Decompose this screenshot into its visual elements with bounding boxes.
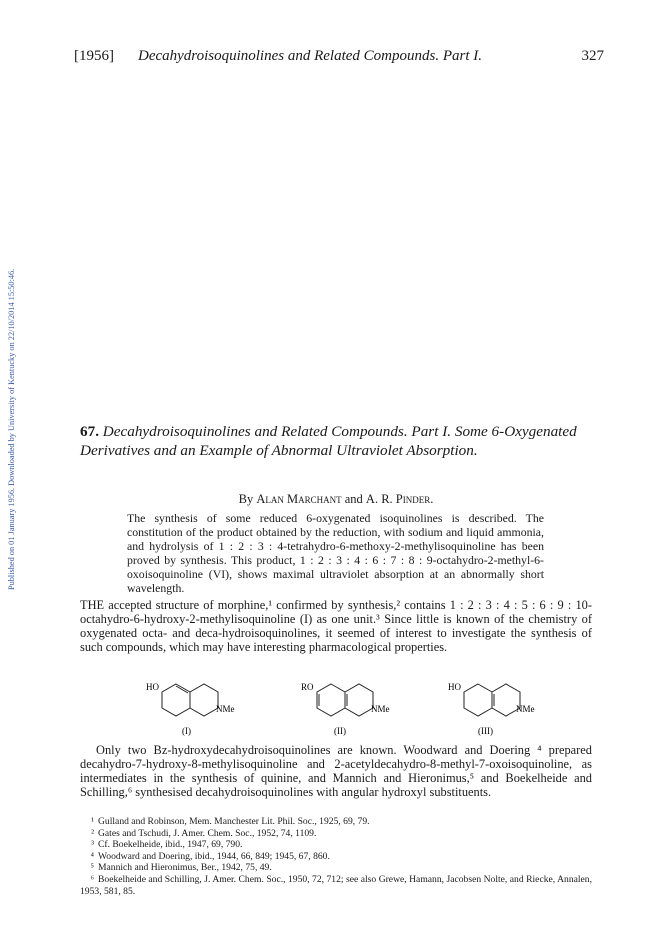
structure-ii-label: (II) (334, 726, 346, 736)
structure-ii-amine: NMe (371, 704, 390, 714)
footnote-text: Mannich and Hieronimus, Ber., 1942, 75, 49. (98, 862, 272, 874)
article-number: 67. (80, 423, 99, 440)
structure-iii-label: (III) (478, 726, 493, 736)
author-1: Alan Marchant (256, 492, 342, 506)
structure-i-substituent: HO (146, 682, 159, 692)
structure-ii-substituent: RO (301, 682, 314, 692)
footnote-6 (80, 874, 592, 897)
footnote-3 (80, 839, 592, 851)
body-paragraph-1: THE accepted structure of morphine,¹ confirmed by synthesis,² contains 1 : 2 : 3 : 4 : 5 : 6 : 9 : 10-octahydro-6-hydroxy-2-methylisoquinoline (I) as one unit.³ Since little is known of the chemistry of oxygenated octa- and deca-hydroisoquinolines, it seemed of interest to investigate the synthesis of such compounds, which may have interesting pharmacological properties. (80, 598, 592, 654)
footnote-text: Gates and Tschudi, J. Amer. Chem. Soc., 1952, 74, 1109. (98, 827, 317, 839)
footnote-mark: ⁵ (90, 862, 94, 874)
download-notice: Published on 01 January 1956. Downloaded by University of Kentucky on 22/10/2014 15:50:46. (7, 268, 16, 590)
footnote-text: Boekelheide and Schilling, J. Amer. Chem. Soc., 1950, 72, 712; see also Grewe, Hamann, Jacobsen Nolte, and Riecke, Annalen, 1953, 581, 85. (80, 873, 592, 897)
running-head-title: Decahydroisoquinolines and Related Compounds. Part I. (138, 48, 482, 64)
footnote-mark: ² (91, 827, 94, 839)
footnote-mark: ⁴ (90, 850, 94, 862)
structure-i (162, 684, 218, 716)
chemical-structures (146, 676, 570, 740)
side-note (4, 160, 18, 590)
footnote-text: Cf. Boekelheide, ibid., 1947, 69, 790. (98, 839, 243, 851)
article-title-text: Decahydroisoquinolines and Related Compounds. Part I. Some 6-Oxygenated Derivatives and an Example of Abnormal Ultraviolet Absorption. (80, 423, 577, 459)
footnote-1 (80, 816, 592, 828)
byline-and: and (344, 492, 363, 506)
footnote-mark: ³ (91, 839, 94, 851)
structure-iii-amine: NMe (516, 704, 535, 714)
structure-i-label: (I) (182, 726, 191, 736)
structure-i-amine: NMe (216, 704, 235, 714)
footnote-mark: ⁶ (90, 873, 94, 885)
page-number: 327 (581, 48, 604, 64)
running-head-year: [1956] (74, 48, 114, 64)
author-2: A. R. Pinder. (365, 492, 434, 506)
footnote-mark: ¹ (91, 816, 94, 827)
article-title (80, 422, 600, 460)
footnote-text: Gulland and Robinson, Mem. Manchester Lit. Phil. Soc., 1925, 69, 79. (98, 816, 370, 827)
abstract: The synthesis of some reduced 6-oxygenated isoquinolines is described. The constitution of the product obtained by the reduction, with sodium and liquid ammonia, and hydrolysis of 1 : 2 : 3 : 4-tetrahydro-6-methoxy-2-methylisoquinoline has been proved by synthesis. This product, 1 : 2 : 3 : 4 : 6 : 7 : 8 : 9-octahydro-2-methyl-6-oxoisoquinoline (VI), shows maximal ultraviolet absorption at an abnormally short wavelength. (127, 511, 544, 595)
footnote-5 (80, 862, 592, 874)
structure-iii (464, 684, 520, 716)
footnote-4 (80, 851, 592, 863)
byline (0, 492, 672, 507)
footnotes (80, 816, 592, 897)
body-paragraph-2: Only two Bz-hydroxydecahydroisoquinolines are known. Woodward and Doering ⁴ prepared decahydro-7-hydroxy-8-methylisoquinoline and 2-acetyldecahydro-8-methyl-7-oxoisoquinoline, as intermediates in the synthesis of quinine, and Mannich and Hieronimus,⁵ and Boekelheide and Schilling,⁶ synthesised decahydroisoquinolines with angular hydroxyl substituents. (80, 743, 592, 799)
structure-diagram (146, 676, 570, 740)
structure-ii (317, 684, 373, 716)
structure-iii-substituent: HO (448, 682, 461, 692)
byline-prefix: By (238, 492, 254, 506)
footnote-text: Woodward and Doering, ibid., 1944, 66, 849; 1945, 67, 860. (98, 850, 330, 862)
footnote-2 (80, 828, 592, 840)
